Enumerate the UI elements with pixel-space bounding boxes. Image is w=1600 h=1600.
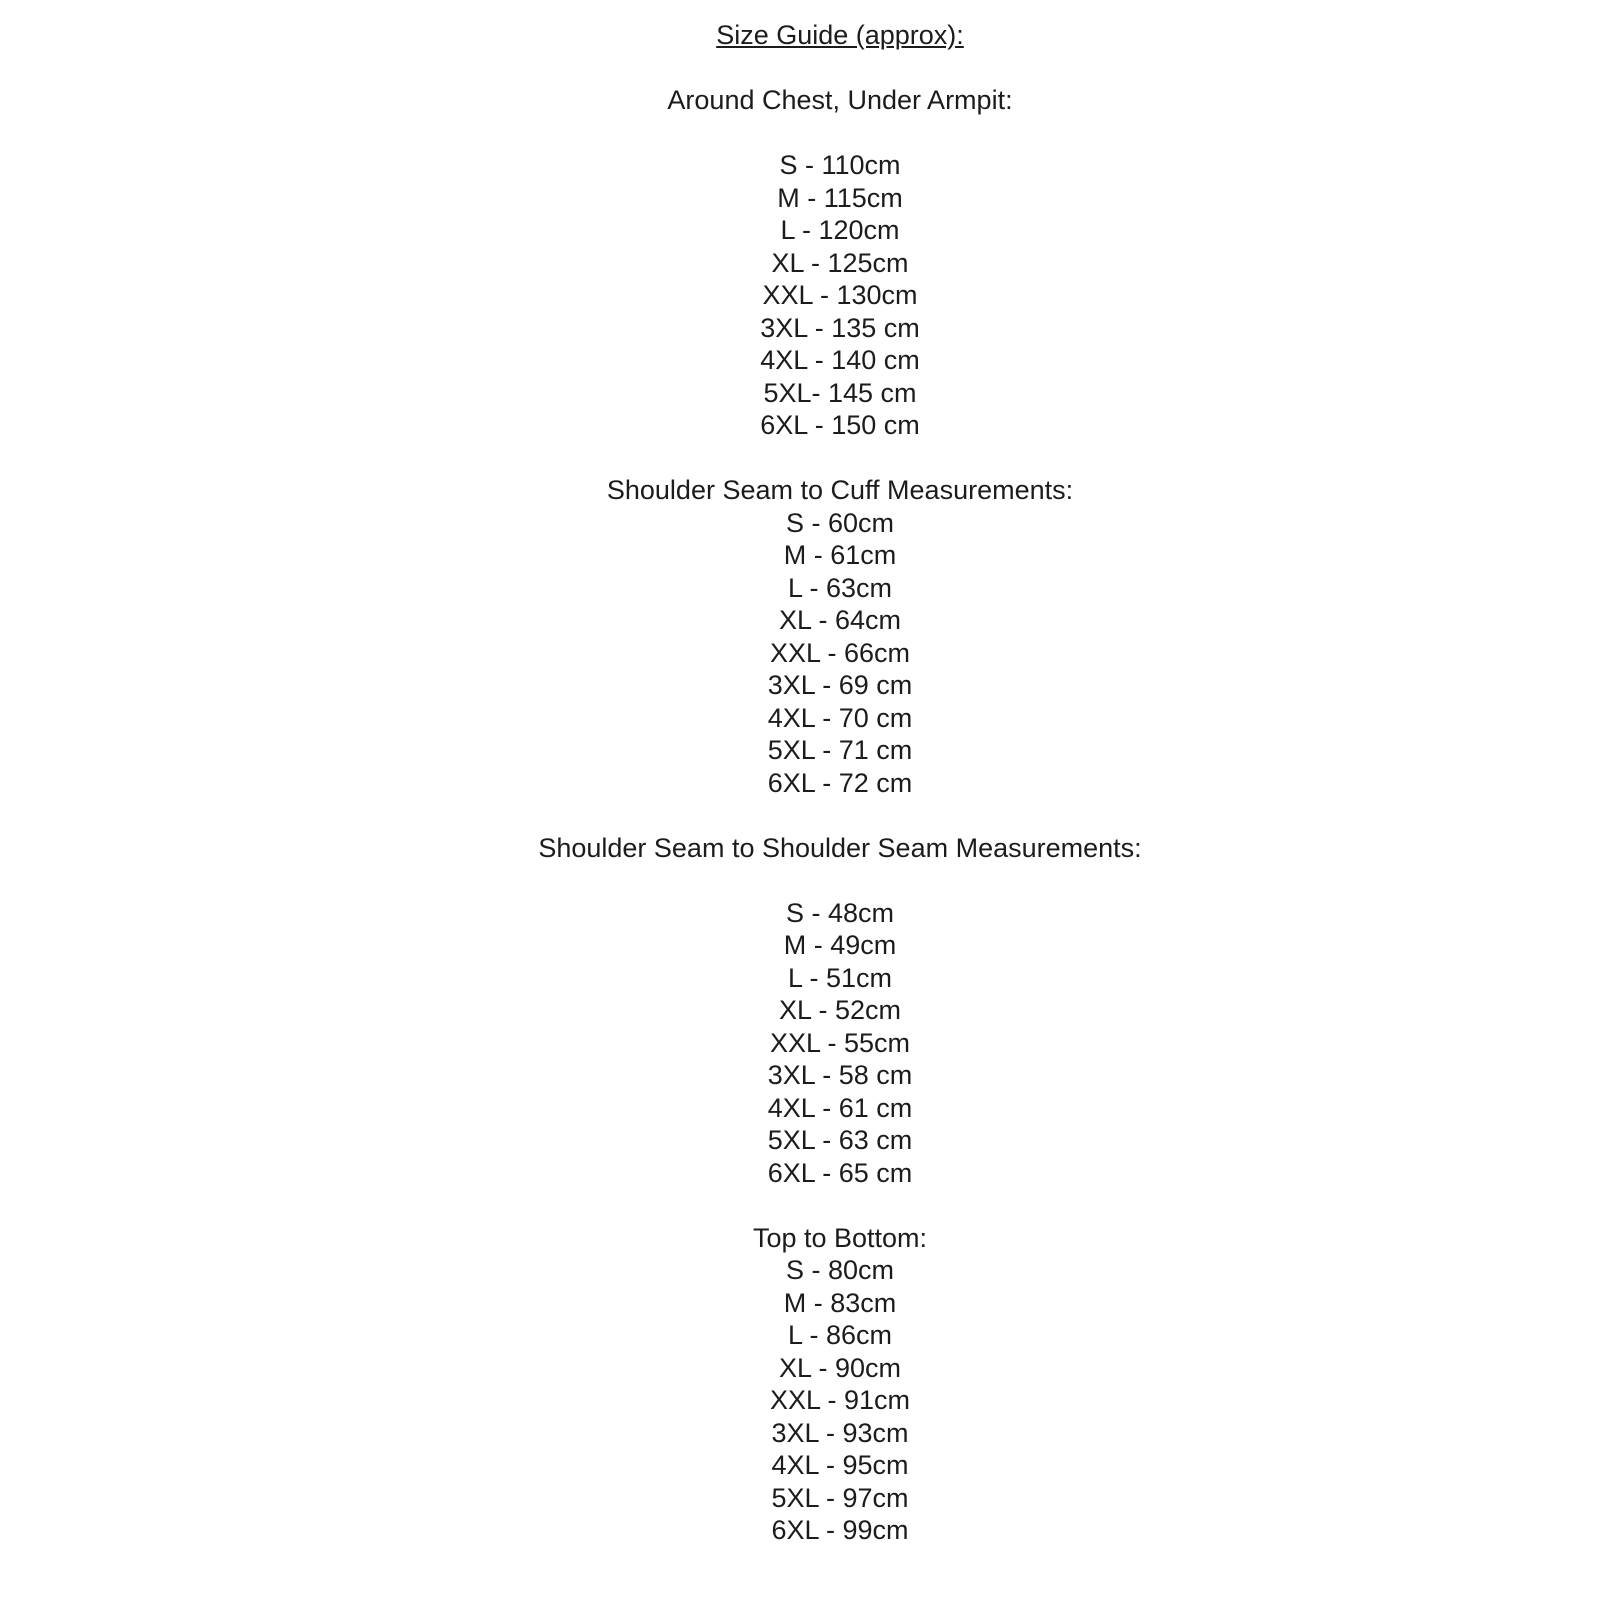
size-guide-sections [80,84,1600,1547]
size-measurement-line: 3XL - 69 cm [767,670,913,700]
size-measurement-line: L - 86cm [787,1320,893,1350]
size-measurement-line: M - 115cm [777,182,903,213]
size-measurement-line: XXL - 130cm [762,280,918,310]
size-measurement-line: 4XL - 95cm [771,1450,909,1480]
size-measurement-line: 3XL - 93cm [771,1417,909,1448]
size-measurement-line: 3XL - 58 cm [767,1060,913,1090]
size-measurement-line: M - 49cm [783,930,897,960]
size-measurement-line: XXL - 55cm [769,1027,911,1058]
size-measurement-line: 6XL - 72 cm [767,767,913,798]
size-measurement-line: 5XL - 63 cm [767,1125,913,1155]
size-measurement-line: S - 110cm [779,150,901,180]
size-measurement-line: 4XL - 61 cm [767,1092,913,1123]
size-guide-section [80,832,1600,1190]
size-measurement-line: S - 80cm [785,1255,895,1285]
size-measurement-line: S - 60cm [785,507,895,538]
size-measurement-line: L - 120cm [780,215,900,245]
size-measurement-line: L - 63cm [787,572,893,603]
size-measurement-line: 5XL - 71 cm [767,735,913,765]
size-measurement-line: 6XL - 99cm [771,1515,909,1545]
size-measurement-line: 6XL - 65 cm [767,1157,913,1188]
size-measurement-line: 4XL - 140 cm [760,345,920,375]
size-measurement-line: XL - 52cm [778,995,902,1025]
section-heading: Top to Bottom: [752,1222,928,1253]
section-heading: Around Chest, Under Armpit: [667,85,1013,115]
size-measurement-line: XL - 64cm [778,605,902,635]
size-measurement-line: XXL - 66cm [769,637,911,668]
size-measurement-line: 4XL - 70 cm [767,702,913,733]
size-measurement-line: 5XL- 145 cm [763,377,917,408]
size-measurement-line: L - 51cm [787,962,893,993]
section-heading: Shoulder Seam to Shoulder Seam Measurements: [538,832,1142,863]
size-guide-section [80,474,1600,799]
size-measurement-line: XL - 90cm [778,1352,902,1383]
size-measurement-line: 5XL - 97cm [771,1482,909,1513]
size-guide-section [80,1222,1600,1547]
size-guide-title: Size Guide (approx): [716,20,964,50]
size-measurement-line: S - 48cm [785,897,895,928]
size-measurement-line: XL - 125cm [771,247,909,278]
size-measurement-line: 3XL - 135 cm [760,312,920,343]
section-heading: Shoulder Seam to Cuff Measurements: [606,475,1074,505]
size-measurement-line: M - 83cm [783,1287,897,1318]
size-guide-section [80,84,1600,442]
size-measurement-line: XXL - 91cm [769,1385,911,1415]
size-measurement-line: 6XL - 150 cm [760,410,920,440]
size-measurement-line: M - 61cm [783,540,897,570]
